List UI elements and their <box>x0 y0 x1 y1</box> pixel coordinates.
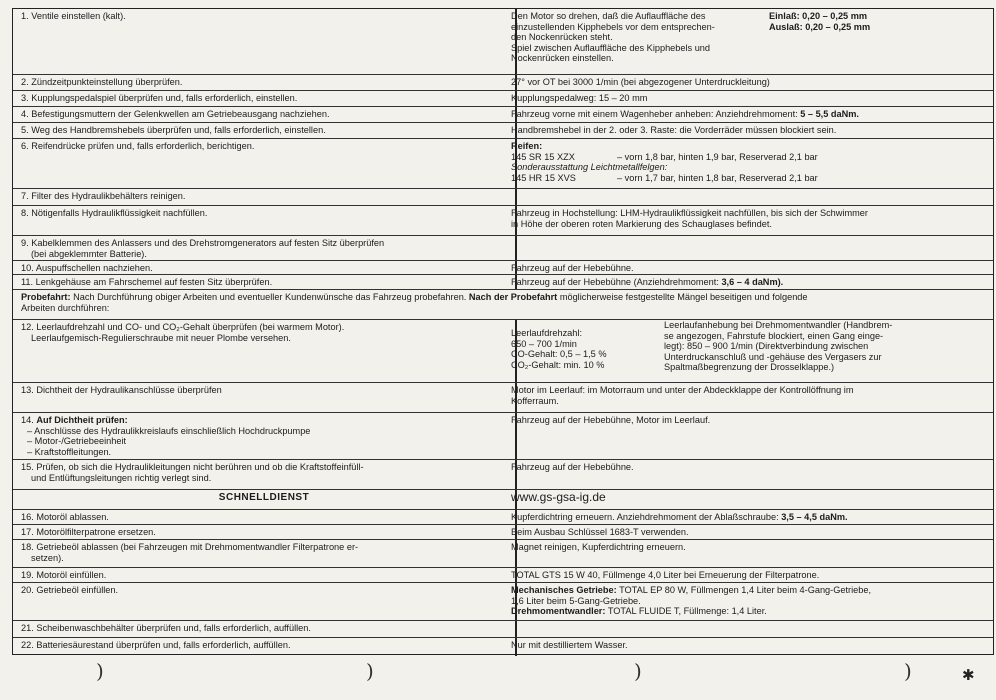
row-number: 22. <box>21 640 34 650</box>
task-text: Lenkgehäuse am Fahrschemel auf festen Sitz überprüfen. <box>35 277 273 287</box>
task-text: Ventile einstellen (kalt). <box>31 11 126 21</box>
instruction-line: Den Motor so drehen, daß die Auflauffläche des <box>511 11 706 21</box>
task-text: Auspuffschellen nachziehen. <box>35 263 153 273</box>
row-number: 7. <box>21 191 29 201</box>
check-item: – Anschlüsse des Hydraulikkreislaufs einschließlich Hochdruckpumpe <box>27 425 311 436</box>
idle-line: CO-Gehalt: 0,5 – 1,5 % <box>511 349 607 359</box>
task-text: Motorölfilterpatrone ersetzen. <box>36 527 156 537</box>
converter-line: Unterdruckanschluß und -gehäuse des Vergasers zur <box>664 351 882 362</box>
instruction-text: Fahrzeug vorne mit einem Wagenheber anheben: Anziehdrehmoment: <box>511 109 798 119</box>
alloy-title: Sonderausstattung Leichtmetallfelgen: <box>511 162 668 172</box>
row-number: 8. <box>21 208 29 218</box>
row-number: 5. <box>21 125 29 135</box>
test-drive-label: Probefahrt: <box>21 292 71 302</box>
binding-mark: ) <box>634 659 642 683</box>
torque-value: 3,6 – 4 daNm). <box>721 277 784 287</box>
test-drive-text-2: möglicherweise festgestellte Mängel beseitigen und folgende <box>559 292 808 302</box>
row-number: 6. <box>21 141 29 151</box>
task-text: Motoröl ablassen. <box>36 512 109 522</box>
table-row-1 <box>13 9 993 75</box>
table-row-21 <box>13 621 993 638</box>
converter-line: legt): 850 – 900 1/min (Direktverbindung zwischen <box>664 341 869 351</box>
row-number: 17. <box>21 527 34 537</box>
instruction-text: 27° vor OT bei 3000 1/min (bei abgezogener Unterdruckleitung) <box>511 77 770 87</box>
torque-value: 3,5 – 4,5 daNm. <box>781 512 848 522</box>
task-text: Prüfen, ob sich die Hydraulikleitungen nicht berühren und ob die Kraftstoffeinfüll- <box>36 462 364 472</box>
row-number: 16. <box>21 512 34 522</box>
tyre-pressures: – vorn 1,7 bar, hinten 1,8 bar, Reserverad 2,1 bar <box>617 172 818 183</box>
table-row-12 <box>13 320 993 383</box>
binding-mark: ) <box>904 659 912 683</box>
row-number: 14. <box>21 415 34 425</box>
converter-label: Drehmomentwandler: <box>511 606 606 616</box>
task-text: Reifendrücke prüfen und, falls erforderlich, berichtigen. <box>31 141 255 151</box>
table-row-5 <box>13 123 993 139</box>
row-number: 21. <box>21 623 34 633</box>
row-number: 15. <box>21 462 34 472</box>
table-row-3 <box>13 91 993 107</box>
instruction-text: Fahrzeug auf der Hebebühne, Motor im Leerlauf. <box>511 415 711 425</box>
instruction-line: Fahrzeug in Hochstellung: LHM-Hydraulikflüssigkeit nachfüllen, bis sich der Schwimmer <box>511 208 868 218</box>
instruction-line: in Höhe der oberen roten Markierung des Schauglases befindet. <box>511 218 772 229</box>
binding-mark: ) <box>96 659 104 683</box>
table-row-20 <box>13 583 993 621</box>
row-number: 13. <box>21 385 34 395</box>
converter-line: se angezogen, Fahrstufe blockiert, einen Gang einge- <box>664 330 884 341</box>
task-text: Weg des Handbremshebels überprüfen und, falls erforderlich, einstellen. <box>31 125 326 135</box>
manual-gearbox-text-2: 1,6 Liter beim 5-Gang-Getriebe. <box>511 595 641 606</box>
table-row-22 <box>13 638 993 656</box>
task-text: Befestigungsmuttern der Gelenkwellen am Getriebeausgang nachziehen. <box>31 109 330 119</box>
instruction-line: Nockenrücken einstellen. <box>511 53 614 63</box>
converter-line: Spaltmaßbegrenzung der Drosselklappe.) <box>664 362 835 372</box>
row-number: 20. <box>21 585 34 595</box>
task-text-cont: Leerlaufgemisch-Regulierschraube mit neuer Plombe versehen. <box>31 332 291 343</box>
table-row-7 <box>13 189 993 206</box>
binding-mark: ) <box>366 659 374 683</box>
task-text-cont: setzen). <box>31 552 64 563</box>
table-row-16 <box>13 510 993 525</box>
instruction-line: Motor im Leerlauf: im Motorraum und unter der Abdeckklappe der Kontrollöffnung im <box>511 385 854 395</box>
table-row-13 <box>13 383 993 413</box>
table-row-11 <box>13 275 993 290</box>
row-number: 19. <box>21 570 34 580</box>
row-number: 3. <box>21 93 29 103</box>
tyre-size: 145 HR 15 XVS <box>511 172 576 183</box>
task-text-cont: (bei abgeklemmter Batterie). <box>31 248 147 259</box>
table-row-2 <box>13 75 993 91</box>
task-text: Leerlaufdrehzahl und CO- und CO₂-Gehalt überprüfen (bei warmem Motor). <box>36 322 345 332</box>
task-text: Kupplungspedalspiel überprüfen und, falls erforderlich, einstellen. <box>31 93 298 103</box>
row-number: 10. <box>21 263 34 273</box>
row-number: 1. <box>21 11 29 21</box>
website-text: www.gs-gsa-ig.de <box>511 490 606 504</box>
instruction-line: Spiel zwischen Auflauffläche des Kipphebels und <box>511 42 711 53</box>
row-number: 4. <box>21 109 29 119</box>
task-text: Getriebeöl einfüllen. <box>36 585 119 595</box>
task-text: Scheibenwaschbehälter überprüfen und, falls erforderlich, auffüllen. <box>36 623 311 633</box>
test-drive-row <box>13 290 993 320</box>
instruction-text: Magnet reinigen, Kupferdichtring erneuern. <box>511 542 686 552</box>
torque-value: 5 – 5,5 daNm. <box>800 109 859 119</box>
instruction-line: den Nockenrücken steht. <box>511 32 613 42</box>
table-row-19 <box>13 568 993 583</box>
row-number: 18. <box>21 542 34 552</box>
instruction-line: Kofferraum. <box>511 395 559 406</box>
table-row-10 <box>13 261 993 275</box>
row-number: 11. <box>21 277 34 287</box>
manual-gearbox-text: TOTAL EP 80 W, Füllmengen 1,4 Liter beim 4-Gang-Getriebe, <box>619 585 872 595</box>
test-drive-text-3: Arbeiten durchführen: <box>21 302 110 313</box>
task-cell <box>21 9 507 22</box>
check-item: – Kraftstoffleitungen. <box>27 446 112 457</box>
task-text: Nötigenfalls Hydraulikflüssigkeit nachfüllen. <box>31 208 208 218</box>
table-row-14 <box>13 413 993 460</box>
table-row-8 <box>13 206 993 236</box>
row-number: 12. <box>21 322 34 332</box>
task-text: Motoröl einfüllen. <box>36 570 107 580</box>
instruction-text: Kupferdichtring erneuern. Anziehdrehmoment der Ablaßschraube: <box>511 512 779 522</box>
instruction-line: einzustellenden Kipphebels vor dem entsprechen- <box>511 21 715 32</box>
table-row-18 <box>13 540 993 568</box>
task-text: Zündzeitpunkteinstellung überprüfen. <box>31 77 183 87</box>
section-title: SCHNELLDIENST <box>218 492 310 503</box>
instruction-text: Fahrzeug auf der Hebebühne. <box>511 462 634 472</box>
quick-service-header <box>13 490 993 510</box>
idle-line: Leerlaufdrehzahl: <box>511 328 582 338</box>
test-drive-text: Nach Durchführung obiger Arbeiten und eventueller Kundenwünsche das Fahrzeug probefahren. <box>73 292 467 302</box>
task-text: Batteriesäurestand überprüfen und, falls erforderlich, auffüllen. <box>36 640 291 650</box>
table-row-9 <box>13 236 993 261</box>
instruction-text: Fahrzeug auf der Hebebühne. <box>511 263 634 273</box>
converter-text: TOTAL FLUIDE T, Füllmenge: 1,4 Liter. <box>607 606 767 616</box>
instruction-text: Kupplungspedalweg: 15 – 20 mm <box>511 93 648 103</box>
converter-line: Leerlaufanhebung bei Drehmomentwandler (Handbrem- <box>664 320 893 330</box>
instruction-text: Fahrzeug auf der Hebebühne (Anziehdrehmoment: <box>511 277 719 287</box>
instruction-text: Handbremshebel in der 2. oder 3. Raste: die Vorderräder müssen blockiert sein. <box>511 125 837 135</box>
tyres-title: Reifen: <box>511 141 543 151</box>
tyre-pressures: – vorn 1,8 bar, hinten 1,9 bar, Reserverad 2,1 bar <box>617 151 818 162</box>
table-row-4 <box>13 107 993 123</box>
task-text: Auf Dichtheit prüfen: <box>36 415 128 425</box>
task-text: Kabelklemmen des Anlassers und des Drehstromgenerators auf festen Sitz überprüfen <box>31 238 385 248</box>
table-row-17 <box>13 525 993 540</box>
outlet-clearance: Auslaß: 0,20 – 0,25 mm <box>769 21 871 32</box>
idle-line: 650 – 700 1/min <box>511 338 577 349</box>
row-number: 9. <box>21 238 29 248</box>
test-drive-bold: Nach der Probefahrt <box>468 292 558 302</box>
inlet-clearance: Einlaß: 0,20 – 0,25 mm <box>769 11 868 21</box>
smudge-mark: ✱ <box>962 667 975 684</box>
instruction-text: Beim Ausbau Schlüssel 1683-T verwenden. <box>511 527 689 537</box>
task-text: Getriebeöl ablassen (bei Fahrzeugen mit Drehmomentwandler Filterpatrone er- <box>36 542 359 552</box>
instruction-text: Nur mit destilliertem Wasser. <box>511 640 628 650</box>
idle-line: CO₂-Gehalt: min. 10 % <box>511 359 605 370</box>
instruction-cell <box>511 9 981 63</box>
row-number: 2. <box>21 77 29 87</box>
table-row-15 <box>13 460 993 490</box>
tyre-size: 145 SR 15 XZX <box>511 151 575 162</box>
task-text: Dichtheit der Hydraulikanschlüsse überprüfen <box>36 385 222 395</box>
table-row-6 <box>13 139 993 189</box>
task-text-cont: und Entlüftungsleitungen richtig verlegt sind. <box>31 472 212 483</box>
instruction-text: TOTAL GTS 15 W 40, Füllmenge 4,0 Liter bei Erneuerung der Filterpatrone. <box>511 570 820 580</box>
check-item: – Motor-/Getriebeeinheit <box>27 436 127 446</box>
maintenance-table <box>12 8 994 655</box>
manual-gearbox-label: Mechanisches Getriebe: <box>511 585 617 595</box>
task-text: Filter des Hydraulikbehälters reinigen. <box>31 191 186 201</box>
